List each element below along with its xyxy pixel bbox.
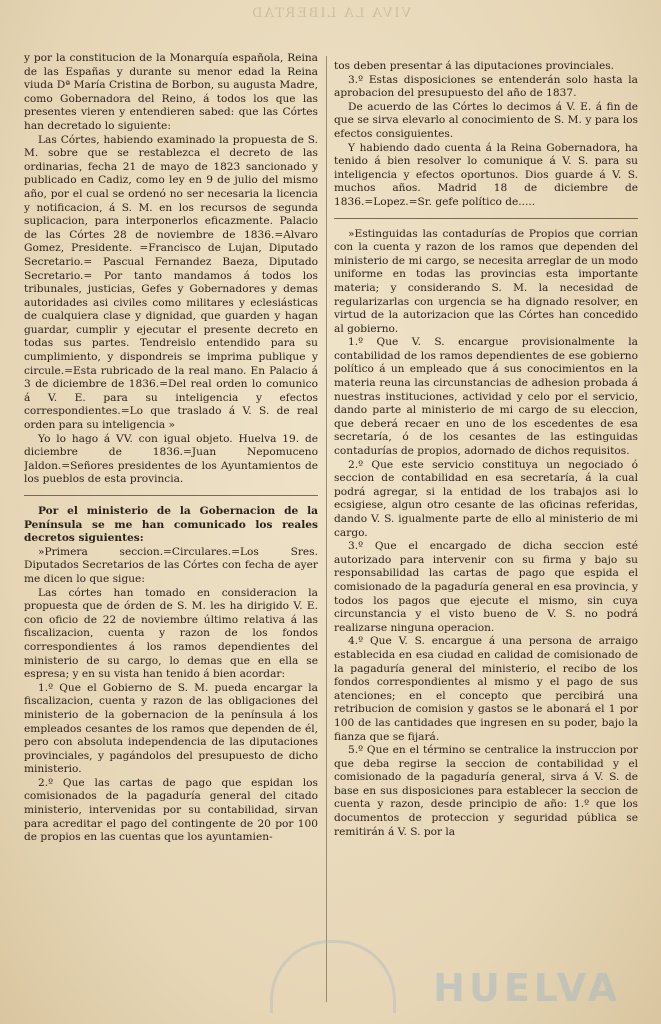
right-paragraph-3: De acuerdo de las Córtes lo decimos á V. E. á fin de que se sirva elevarlo al conocimiento de S. M. y para los efectos consiguientes. bbox=[334, 100, 638, 140]
right-paragraph-9: 4.º Que V. S. encargue á una persona de arraigo establecida en esa ciudad en calidad de comisionado de la pagaduría general del ministerio, el recibo de los fondos correspondientes al mismo y el pago de sus atenciones; en el concepto que percibirá una retribucion de comision y gastos se le abonará el 1 por 100 de las cantidades que ingresen en su poder, bajo la fianza que se fijará. bbox=[334, 635, 638, 743]
left-paragraph-7: 1.º Que el Gobierno de S. M. pueda encargar la fiscalizacion, cuenta y razon de las obligaciones del ministerio de la gobernacion de la península á los empleados cesantes de los ramos que dependen de él, pero con absoluta independencia de las diputaciones provinciales, y pagándolos del presupuesto de dicho ministerio. bbox=[24, 681, 318, 776]
right-paragraph-5: »Estinguidas las contadurías de Propios que corrian con la cuenta y razon de los ramos que dependen del ministerio de mi cargo, se necesita arreglar de un modo uniforme en todas las provincias esta importante materia; y considerando S. M. la necesidad de regularizarlas con urgencia se ha dignado resolver, en virtud de la autorizacion que las Córtes han concedido al gobierno. bbox=[334, 227, 638, 335]
right-paragraph-10: 5.º Que en el término se centralice la instruccion por que deba regirse la seccion de contabilidad y el comisionado de la pagaduría general, sirva á V. S. de base en sus disposiciones para establecer la seccion de cuenta y razon, desde principio de año: 1.º que los documentos de proteccion y seguridad pública se remitirán á V. S. por la bbox=[334, 744, 638, 838]
left-paragraph-2: Las Córtes, habiendo examinado la propuesta de S. M. sobre que se restablezca el decreto de las ordinarias, fecha 21 de mayo de 1823 sancionado y publicado en Cadiz, como ley en 9 de julio del mismo año, por el cual se ordenó no ser necesaria la licencia y notificacion, á S. M. en los recursos de segunda suplicacion, para interponerlos eficazmente. Palacio de las Córtes 28 de noviembre de 1836.=Alvaro Gomez, Presidente. =Francisco de Lujan, Diputado Secretario.= Pascual Fernandez Baeza, Diputado Secretario.= Por tanto mandamos á todos los tribunales, justicias, Gefes y Gobernadores y demas autoridades asi civiles como militares y eclesiásticas de cualquiera clase y dignidad, que guarden y hagan guardar, cumplir y ejecutar el presente decreto en todas sus partes. Tendreislo entendido para su cumplimiento, y dispondreis se imprima publique y circule.=Esta rubricado de la real mano. En Palacio á 3 de diciembre de 1836.=Del real orden lo comunico á V. E. para su inteligencia y efectos correspondientes.=Lo que traslado á V. S. de real orden para su inteligencia » bbox=[24, 133, 318, 432]
bleed-through-text: VIVA LA LIBERTAD bbox=[250, 6, 411, 21]
left-paragraph-4: Por el ministerio de la Gobernacion de la Península se me han comunicado los reales decretos siguientes: bbox=[24, 505, 318, 545]
section-rule-right bbox=[334, 218, 638, 219]
left-paragraph-8: 2.º Que las cartas de pago que espidan los comisionados de la pagaduría general del citado ministerio, intervenidas por su contabilidad, sirvan para acreditar el pago del contingente de 20 por 100 de propios en las cuentas que los ayuntamien- bbox=[24, 776, 318, 844]
right-paragraph-4: Y habiendo dado cuenta á la Reina Gobernadora, ha tenido á bien resolver lo comunique á V. S. para su inteligencia y efectos oportunos. Dios guarde á V. S. muchos años. Madrid 18 de diciembre de 1836.=Lopez.=Sr. gefe político de..... bbox=[334, 141, 638, 208]
right-paragraph-6: 1.º Que V. S. encargue provisionalmente la contabilidad de los ramos dependientes de ese gobierno político á un empleado que á sus conocimientos en la materia reuna las circunstancias de adhesion probada á nuestras instituciones, actividad y celo por el servicio, dando parte al ministerio de mi cargo de su eleccion, que deberá recaer en uno de los escedentes de esa secretaría, ó de los cesantes de las estinguidas contadurías de propios, adornado de dichos requisitos. bbox=[334, 336, 638, 458]
left-paragraph-5: »Primera seccion.=Circulares.=Los Sres. Diputados Secretarios de las Córtes con fecha de ayer me dicen lo que sigue: bbox=[24, 545, 318, 585]
section-rule bbox=[24, 495, 318, 496]
watermark-text: HUELVA bbox=[433, 966, 621, 1010]
right-paragraph-7: 2.º Que este servicio constituya un negociado ó seccion de contabilidad en esa secretaría, á la cual podrá agregar, si la entidad de los trabajos asi lo ecsigiese, algun otro cesante de las oficinas referidas, dando V. S. igualmente parte de ello al ministerio de mi cargo. bbox=[334, 458, 638, 539]
left-column bbox=[24, 52, 318, 1014]
right-column bbox=[334, 60, 638, 1014]
left-paragraph-6: Las córtes han tomado en consideracion la propuesta que de órden de S. M. les ha dirigido V. E. con oficio de 22 de noviembre último relativa á las fiscalizacion, cuenta y razon de los fondos correspondientes á los ramos dependientes del ministerio de su cargo, lo demas que en ella se espresa; y en su vista han tenido á bien acordar: bbox=[24, 586, 318, 681]
column-divider bbox=[326, 56, 327, 1002]
right-paragraph-8: 3.º Que el encargado de dicha seccion esté autorizado para intervenir con su firma y bajo su responsabilidad las cartas de pago que espida el comisionado de la pagaduría general en esa provincia, y todos los pagos que ejecute el mismo, sin cuya circunstancia y el visto bueno de V. S. no podrá realizarse ninguna operacion. bbox=[334, 540, 638, 634]
left-paragraph-1: y por la constitucion de la Monarquía española, Reina de las Españas y durante su menor edad la Reina viuda Dª María Cristina de Borbon, su augusta Madre, como Gobernadora del Reino, á todos los que las presentes vieren y entendieren sabed: que las Córtes han decretado lo siguiente: bbox=[24, 52, 318, 132]
right-paragraph-1: tos deben presentar á las diputaciones provinciales. bbox=[334, 60, 615, 72]
right-paragraph-2: 3.º Estas disposiciones se entenderán solo hasta la aprobacion del presupuesto del año de 1837. bbox=[334, 73, 638, 100]
left-paragraph-3: Yo lo hago á VV. con igual objeto. Huelva 19. de diciembre de 1836.=Juan Nepomuceno Jaldon.=Señores presidentes de los Ayuntamientos de los pueblos de esta provincia. bbox=[24, 432, 318, 486]
